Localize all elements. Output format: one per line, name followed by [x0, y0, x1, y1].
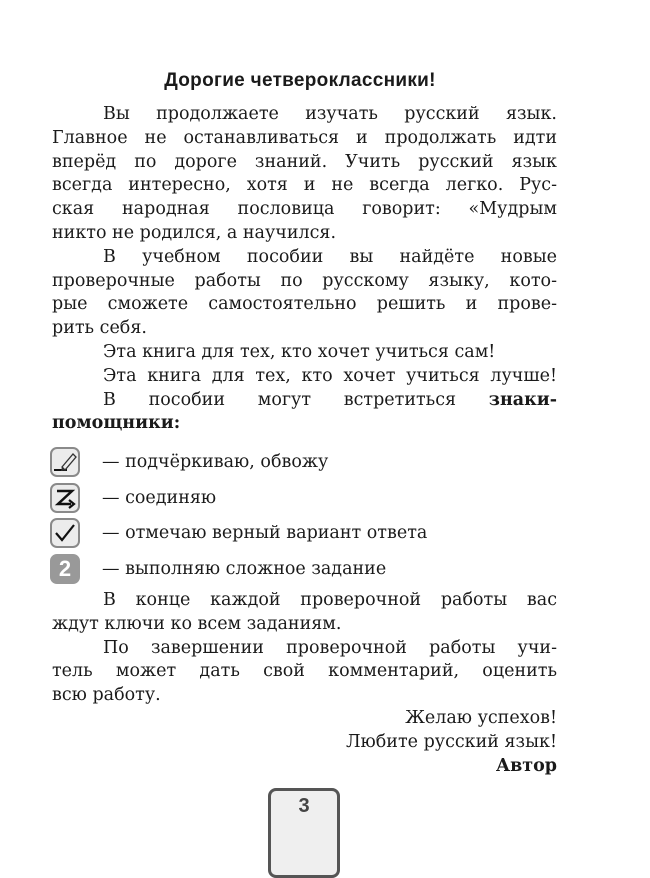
closing-line: Желаю успехов!: [405, 708, 557, 728]
text-line: всегда интересно, хотя и не всегда легко. Рус-: [52, 175, 557, 196]
helper-text: — подчёркиваю, обвожу: [102, 451, 329, 472]
text-line: никто не родился, а научился.: [52, 222, 337, 243]
list-item: [50, 480, 427, 516]
difficulty-2-icon: 2: [50, 554, 80, 584]
closing-line: Любите русский язык!: [345, 732, 557, 752]
text-line: рить себя.: [52, 318, 147, 339]
page-number: 3: [268, 788, 340, 878]
list-item: [50, 515, 427, 551]
list-item: [50, 444, 427, 480]
page-title: Дорогие четвероклассники!: [164, 70, 436, 91]
text-line: Главное не останавливаться и продолжать идти: [52, 127, 557, 148]
text-line: Эта книга для тех, кто хочет учиться лучше!: [103, 365, 557, 386]
text-line: ждут ключи ко всем заданиям.: [52, 613, 342, 634]
pencil-underline-icon: [50, 447, 80, 477]
author: Автор: [495, 756, 557, 776]
closing: [346, 706, 557, 778]
connect-arrow-icon: [50, 483, 80, 513]
helper-text: — соединяю: [102, 487, 217, 508]
text-line: помощники:: [52, 413, 181, 434]
text-line: тель может дать свой комментарий, оценить: [52, 661, 557, 682]
text-line: В учебном пособии вы найдёте новые: [103, 246, 557, 267]
text-line: По завершении проверочной работы учи-: [103, 637, 557, 658]
text: В пособии могут встретиться: [103, 389, 457, 410]
text-line: рые сможете самостоятельно решить и прове-: [52, 294, 557, 315]
intro-text: [52, 103, 557, 436]
text-line: Вы продолжаете изучать русский язык.: [103, 104, 557, 124]
text-line: проверочные работы по русскому языку, кото-: [52, 270, 557, 291]
bold-text: знаки-: [488, 389, 557, 410]
helper-signs-list: [50, 444, 427, 587]
text-line: ская народная пословица говорит: «Мудрым: [52, 199, 557, 220]
text-line: всю работу.: [52, 685, 161, 706]
text-line: вперёд по дороге знаний. Учить русский язык: [52, 151, 557, 172]
helper-text: — отмечаю верный вариант ответа: [102, 523, 428, 544]
outro-text: [52, 589, 557, 708]
text-line: [52, 389, 557, 413]
text-line: В конце каждой проверочной работы вас: [103, 590, 557, 610]
checkmark-icon: [50, 518, 80, 548]
text-line: Эта книга для тех, кто хочет учиться сам!: [103, 341, 496, 362]
list-item: [50, 551, 427, 587]
helper-text: — выполняю сложное задание: [102, 558, 387, 579]
